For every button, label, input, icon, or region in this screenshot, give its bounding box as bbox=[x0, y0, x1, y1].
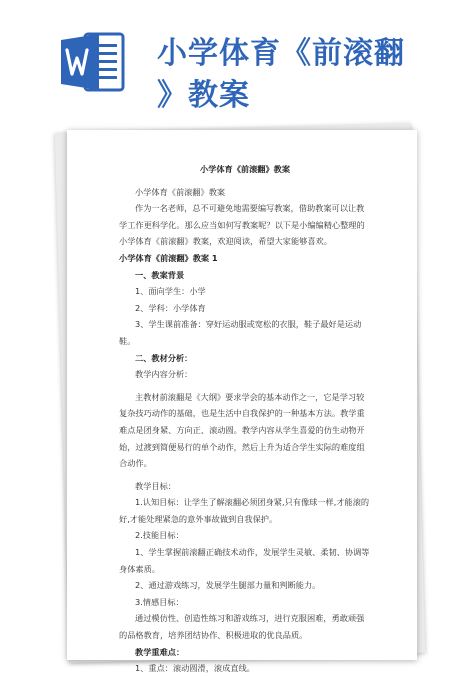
section-heading: 一、教案背景 bbox=[135, 269, 185, 280]
section-heading: 教学重难点： bbox=[135, 646, 185, 657]
section-heading: 小学体育《前滚翻》教案 1 bbox=[119, 252, 218, 263]
paragraph: 2、通过游戏练习，发展学生腿部力量和判断能力。 bbox=[135, 580, 321, 591]
paragraph: 3.情感目标： bbox=[135, 596, 184, 607]
paragraph: 1、学生掌握前滚翻正确技术动作，发展学生灵敏、柔韧、协调等身体素质。 bbox=[119, 547, 370, 574]
paragraph: 通过模仿性、创造性练习和游戏练习，进行克服困难，勇敢顽强的品格教育，培养团结协作、积极进取的优良品质。 bbox=[119, 613, 365, 641]
paragraph: 主教材前滚翻是《大纲》要求学会的基本动作之一，它是学习较复杂技巧动作的基础，也是生活中自我保护的一种基本方法。教学重难点是团身紧、方向正、滚动圆。教学内容从学生喜爱的仿生动物开始，过渡到简便易行的单个动作，然后上升为适合学生实际的难度组合动作。 bbox=[119, 391, 365, 469]
paragraph: 1、面向学生：小学 bbox=[135, 286, 206, 297]
paragraph: 3、学生课前准备：穿好运动服或宽松的衣服，鞋子最好是运动鞋。 bbox=[119, 319, 362, 346]
paragraph: 教学内容分析： bbox=[135, 369, 193, 380]
page-title-line-1: 小学体育《前滚翻 bbox=[157, 36, 405, 71]
word-icon bbox=[59, 30, 125, 94]
section-heading: 二、教材分析： bbox=[135, 352, 193, 363]
paragraph: 2.技能目标： bbox=[135, 530, 184, 541]
document-body bbox=[119, 161, 371, 677]
document-page bbox=[67, 130, 417, 674]
document-title: 小学体育《前滚翻》教案 bbox=[199, 164, 291, 174]
page-title-line-2: 》教案 bbox=[157, 78, 250, 113]
paragraph: 作为一名老师，总不可避免地需要编写教案，借助教案可以让教学工作更科学化。那么应当如何写教案呢？以下是小编编精心整理的小学体育《前滚翻》教案，欢迎阅读，希望大家能够喜欢。 bbox=[119, 203, 365, 247]
paragraph: 2、学科：小学体育 bbox=[135, 302, 206, 313]
paragraph: 小学体育《前滚翻》教案 bbox=[135, 186, 226, 197]
paragraph: 1、重点：滚动圆滑，滚成直线。 bbox=[135, 663, 255, 674]
paragraph: 教学目标： bbox=[135, 480, 176, 491]
header-banner bbox=[0, 0, 474, 120]
paragraph: 1.认知目标：让学生了解滚翻必须团身紧,只有像球一样,才能滚的好,才能处理紧急的意外事故做到自我保护。 bbox=[119, 497, 370, 524]
